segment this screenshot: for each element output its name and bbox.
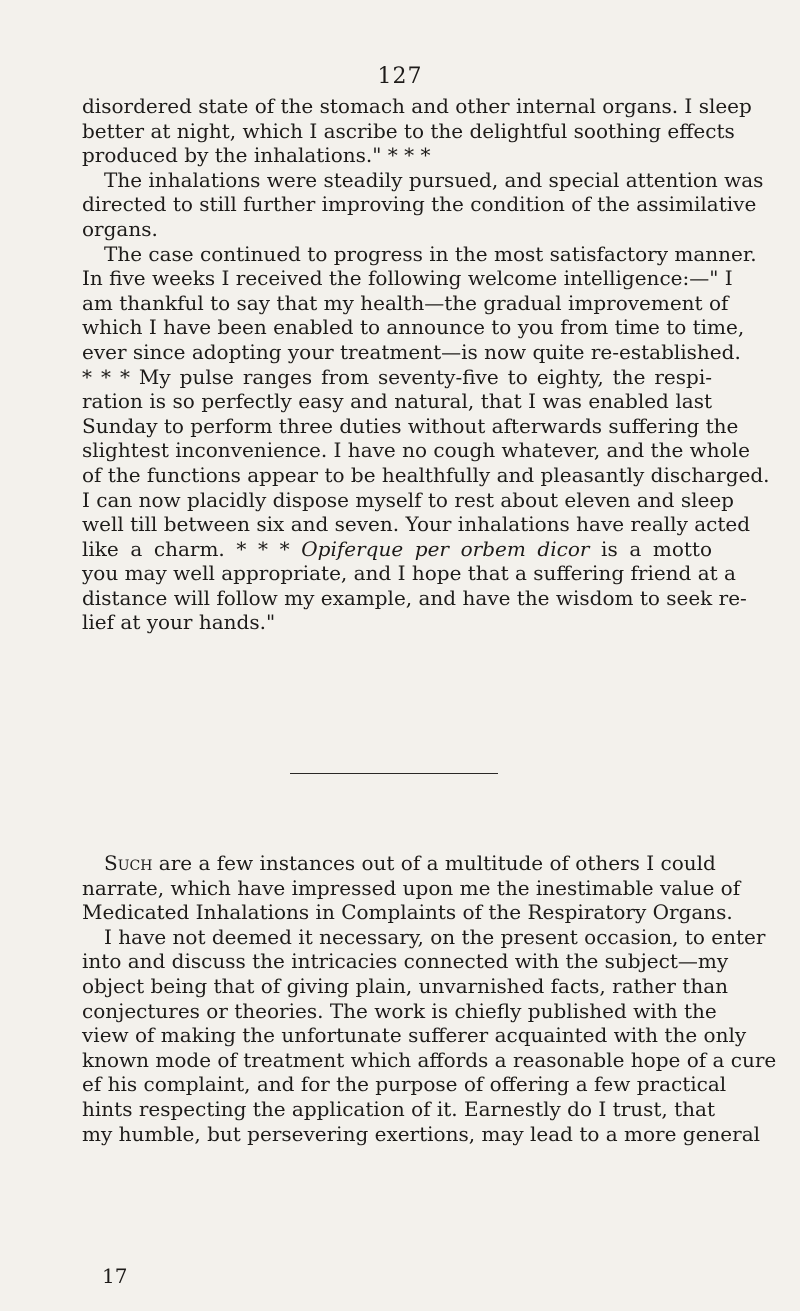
text-line: of the functions appear to be healthfully and pleasantly discharged. [82,462,770,487]
text-line: like a charm. * * * Opiferque per orbem dicor is a motto [82,536,712,561]
text-line: produced by the inhalations." * * * [82,143,431,168]
text-line: The inhalations were steadily pursued, and special attention was [104,167,764,192]
text-line: am thankful to say that my health—the gradual improvement of [82,290,729,315]
text-line: into and discuss the intricacies connected with the subject—my [82,949,729,974]
text-line: In five weeks I received the following welcome intelligence:—" I [82,266,733,291]
text-line: you may well appropriate, and I hope that a suffering friend at a [82,561,736,586]
text-line: view of making the unfortunate sufferer acquainted with the only [82,1023,747,1048]
text-line: Sunday to perform three duties without afterwards suffering the [82,413,739,438]
text-line: Such are a few instances out of a multitude of others I could [104,851,716,875]
page-number: 127 [377,64,423,89]
text-line: slightest inconvenience. I have no cough whatever, and the whole [82,438,750,463]
signature-folio: 17 [102,1264,128,1288]
text-line: known mode of treatment which affords a reasonable hope of a cure [82,1047,777,1072]
text-line: better at night, which I ascribe to the delightful soothing effects [82,118,735,143]
latin-motto: Opiferque per orbem dicor [301,536,590,561]
text-line: which I have been enabled to announce to you from time to time, [82,315,745,340]
text-line: hints respecting the application of it. Earnestly do I trust, that [82,1096,715,1121]
text-line: narrate, which have impressed upon me the inestimable value of [82,875,741,900]
body-text-block-1 [82,94,770,635]
text-line: I can now placidly dispose myself to rest about eleven and sleep [82,487,734,512]
text-line: Medicated Inhalations in Complaints of the Respiratory Organs. [82,900,733,925]
text-line: The case continued to progress in the most satisfactory manner. [104,241,757,266]
text-line: object being that of giving plain, unvarnished facts, rather than [82,973,729,998]
body-text-block-2 [82,851,777,1146]
text-line: ef his complaint, and for the purpose of offering a few practical [82,1072,727,1097]
text-line: ever since adopting your treatment—is now quite re-established. [82,339,741,364]
text-line: well till between six and seven. Your inhalations have really acted [82,512,751,537]
text-line: lief at your hands." [82,610,276,635]
text-line: disordered state of the stomach and other internal organs. I sleep [82,94,752,118]
section-divider-rule [290,773,498,774]
text-line: I have not deemed it necessary, on the present occasion, to enter [104,924,766,949]
text-line: organs. [82,216,158,241]
text-line: ration is so perfectly easy and natural, that I was enabled last [82,389,712,414]
text-line: * * * My pulse ranges from seventy-five to eighty, the respi- [82,364,712,389]
text-line: conjectures or theories. The work is chiefly published with the [82,998,717,1023]
text-line: my humble, but persevering exertions, may lead to a more general [82,1121,761,1146]
text-line: distance will follow my example, and have the wisdom to seek re- [82,585,747,610]
text-line: directed to still further improving the condition of the assimilative [82,192,757,217]
